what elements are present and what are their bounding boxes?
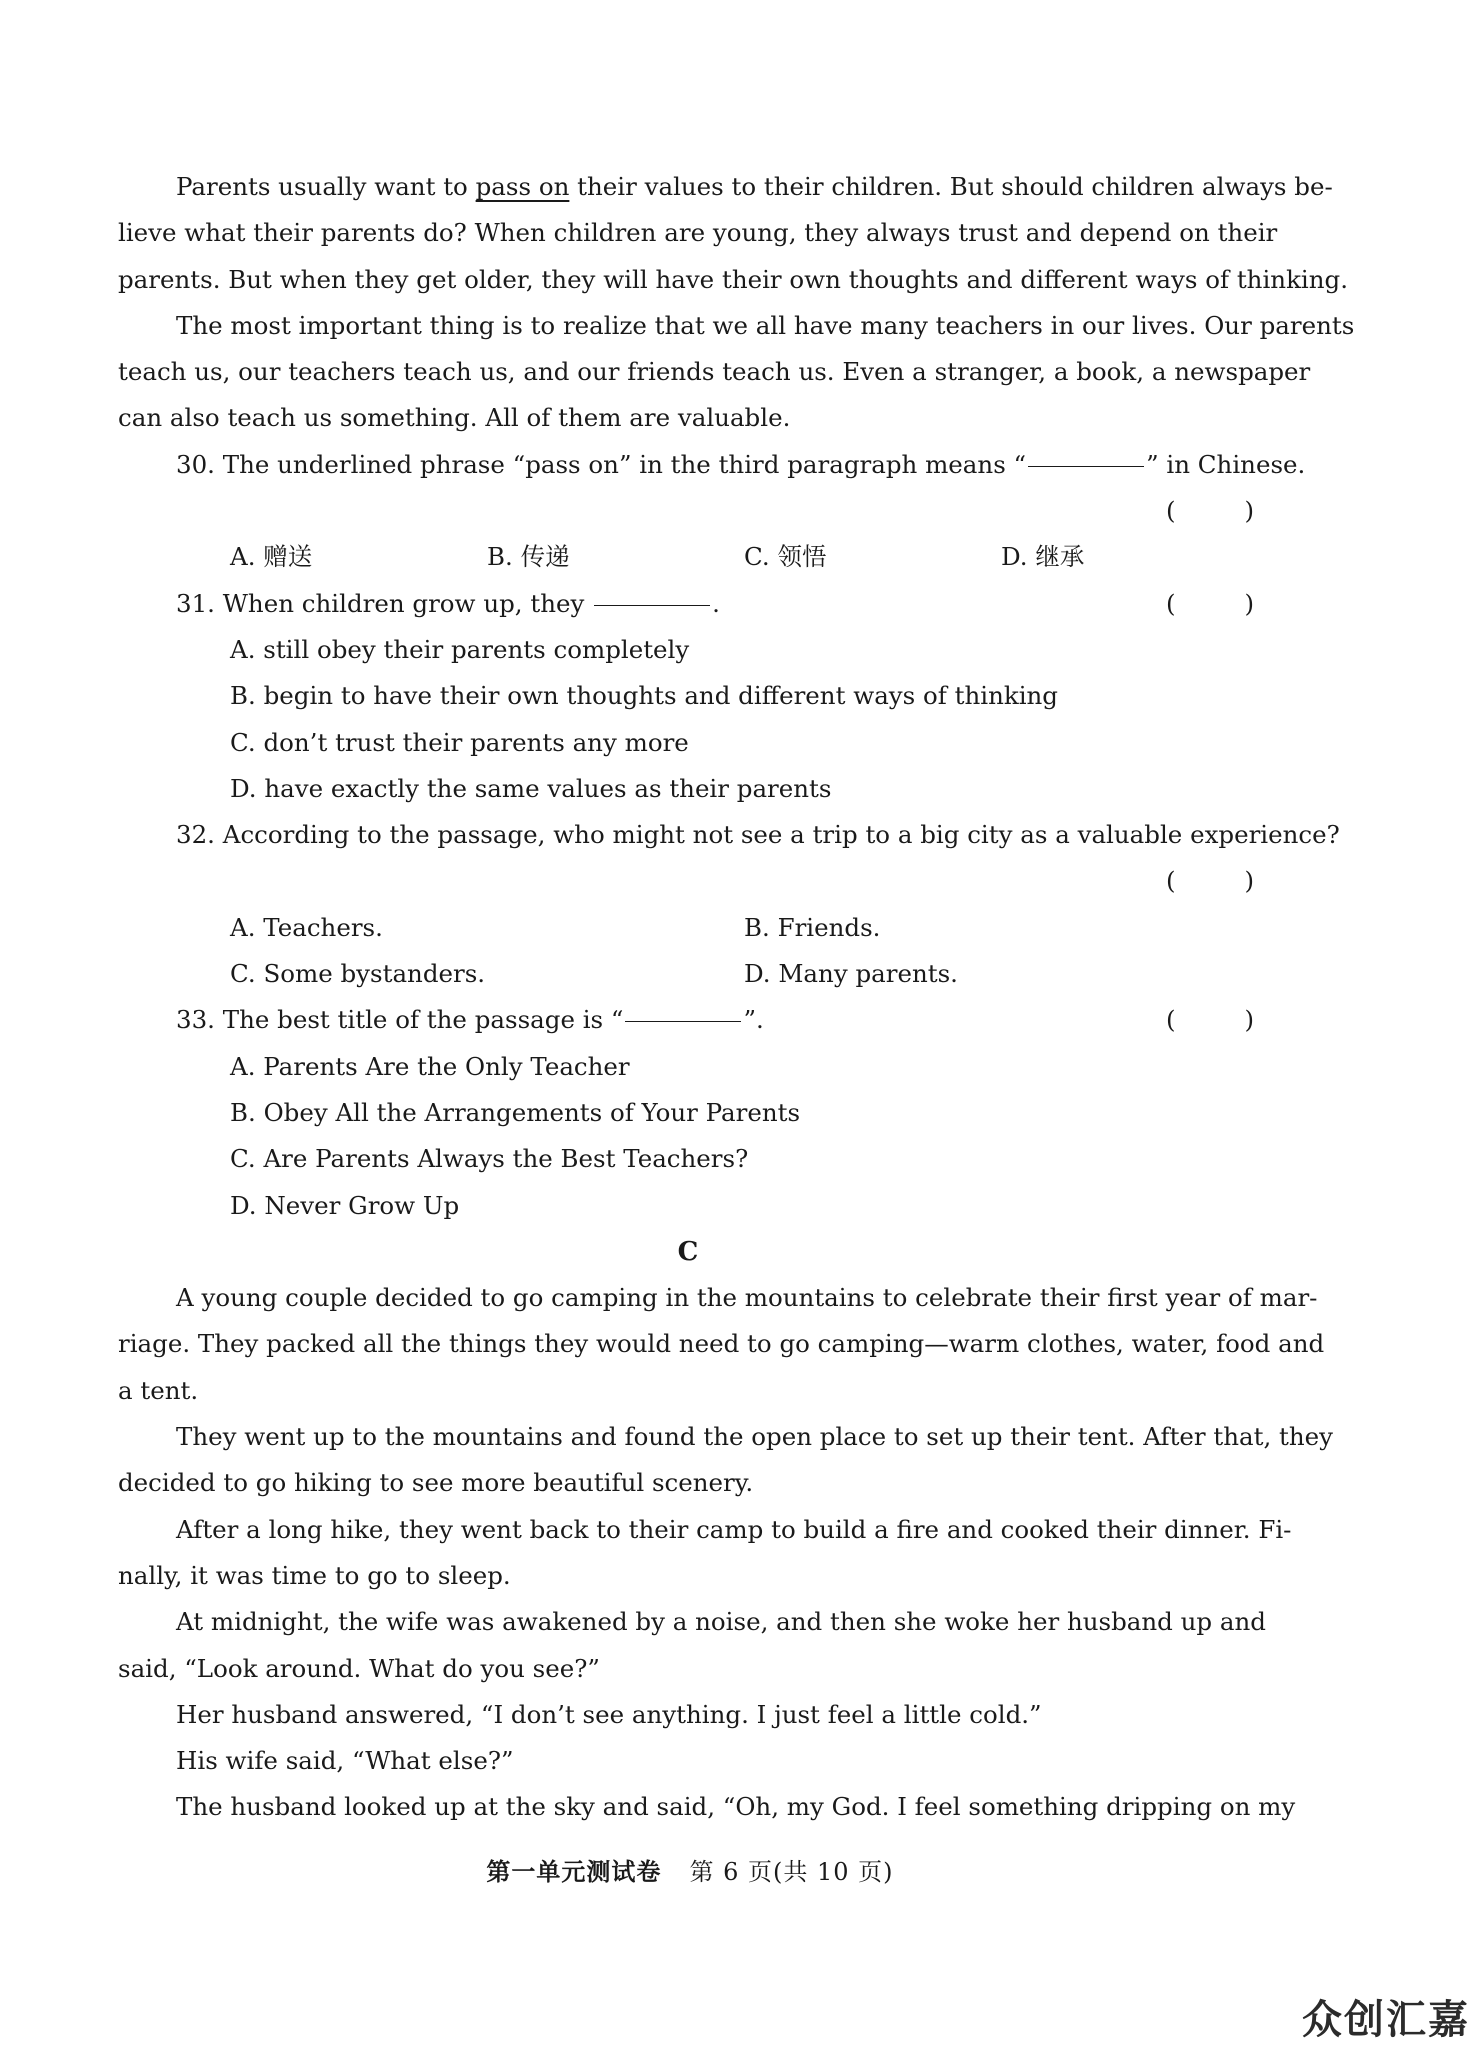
exam-page — [118, 164, 1355, 1831]
underlined-phrase: pass on — [475, 172, 570, 201]
passage-line: said, “Look around. What do you see?” — [118, 1653, 600, 1683]
passage-line: The most important thing is to realize that we all have many teachers in our lives. Our parents — [176, 310, 1355, 340]
option-d: D. Many parents. — [744, 959, 958, 989]
text-run: 31. When children grow up, they — [176, 588, 593, 618]
passage-line — [118, 164, 1333, 210]
option-a: A. Teachers. — [230, 912, 383, 942]
passage-line: lieve what their parents do? When children are young, they always trust and depend on their — [118, 218, 1278, 248]
option-a: A. 赠送 — [230, 542, 313, 572]
option-a: A. Parents Are the Only Teacher — [230, 1051, 630, 1081]
answer-parentheses: ( ) — [1166, 496, 1254, 526]
passage-line: a tent. — [118, 1375, 199, 1405]
option-c: C. Some bystanders. — [230, 959, 486, 989]
page-footer — [0, 1852, 1380, 1887]
passage-line: The husband looked up at the sky and said, “Oh, my God. I feel something dripping on my — [176, 1792, 1296, 1822]
footer-page-info: 第 6 页(共 10 页) — [689, 1858, 894, 1886]
option-b: B. 传递 — [487, 542, 570, 572]
passage-line: riage. They packed all the things they would need to go camping—warm clothes, water, food and — [118, 1329, 1325, 1359]
option-a: A. still obey their parents completely — [230, 634, 690, 664]
option-b: B. Friends. — [744, 912, 881, 942]
answer-blank — [625, 1020, 741, 1022]
passage-line: decided to go hiking to see more beautiful scenery. — [118, 1468, 754, 1498]
passage-line: Her husband answered, “I don’t see anything. I just feel a little cold.” — [176, 1699, 1042, 1729]
question-30-paren-line — [118, 488, 1258, 534]
question-32-options-row2 — [118, 951, 1258, 997]
text-run: ” in Chinese. — [1146, 449, 1306, 479]
answer-blank — [594, 604, 710, 606]
option-b: B. Obey All the Arrangements of Your Parents — [230, 1097, 801, 1127]
option-d: D. have exactly the same values as their parents — [230, 773, 832, 803]
text-run: 30. The underlined phrase “pass on” in the third paragraph means “ — [176, 449, 1027, 479]
answer-parentheses: ( ) — [1166, 588, 1254, 618]
passage-line: parents. But when they get older, they will have their own thoughts and different ways of thinking. — [118, 264, 1349, 294]
passage-line: His wife said, “What else?” — [176, 1746, 514, 1776]
question-30-options — [118, 534, 1258, 580]
option-d: D. Never Grow Up — [230, 1190, 460, 1220]
watermark-logo: 众创汇嘉 — [1302, 1997, 1470, 2043]
section-c-passage — [118, 1275, 1334, 1831]
text-run: ”. — [743, 1005, 764, 1035]
passage-line: nally, it was time to go to sleep. — [118, 1560, 511, 1590]
question-30-stem — [118, 442, 1306, 488]
answer-parentheses: ( ) — [1166, 866, 1254, 896]
question-32-stem: 32. According to the passage, who might not see a trip to a big city as a valuable experience? — [176, 820, 1340, 850]
answer-parentheses: ( ) — [1166, 1005, 1254, 1035]
text-run: . — [712, 588, 720, 618]
passage-line: At midnight, the wife was awakened by a noise, and then she woke her husband up and — [176, 1607, 1266, 1637]
option-c: C. Are Parents Always the Best Teachers? — [230, 1144, 749, 1174]
text-run: Parents usually want to — [176, 172, 476, 201]
section-heading: C — [677, 1236, 699, 1267]
question-31-stem — [118, 581, 1258, 627]
passage-line: can also teach us something. All of them are valuable. — [118, 403, 791, 433]
passage-line: A young couple decided to go camping in the mountains to celebrate their first year of mar- — [176, 1283, 1318, 1313]
footer-title: 第一单元测试卷 — [486, 1857, 662, 1886]
passage-line: teach us, our teachers teach us, and our friends teach us. Even a stranger, a book, a newspaper — [118, 357, 1311, 387]
question-32-paren-line — [118, 858, 1258, 904]
answer-blank — [1028, 465, 1144, 467]
text-run: their values to their children. But should children always be- — [569, 172, 1333, 201]
option-c: C. don’t trust their parents any more — [230, 727, 689, 757]
question-33-stem — [118, 997, 1258, 1043]
option-c: C. 领悟 — [744, 542, 827, 572]
passage-line: They went up to the mountains and found the open place to set up their tent. After that, they — [176, 1422, 1334, 1452]
text-run: 33. The best title of the passage is “ — [176, 1005, 624, 1035]
passage-line: After a long hike, they went back to their camp to build a fire and cooked their dinner. Fi- — [176, 1514, 1292, 1544]
option-b: B. begin to have their own thoughts and different ways of thinking — [230, 681, 1058, 711]
option-d: D. 继承 — [1001, 542, 1085, 572]
question-32-options-row1 — [118, 905, 1258, 951]
